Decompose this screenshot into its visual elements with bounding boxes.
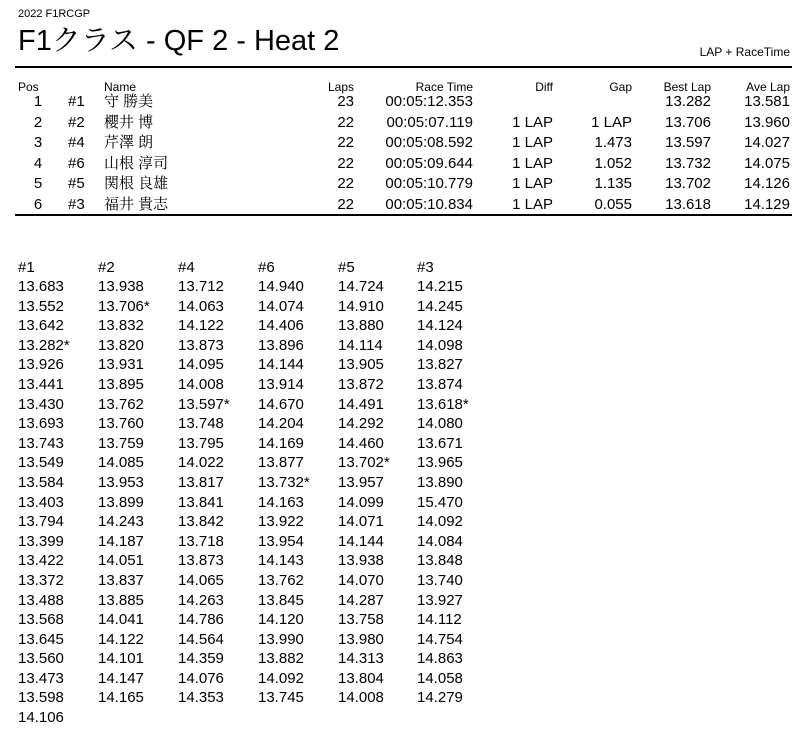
lap-time: 15.470 <box>417 493 463 511</box>
lap-time: 14.292 <box>338 415 384 433</box>
lap-time: 14.120 <box>258 611 304 629</box>
lap-column <box>417 277 469 708</box>
lap-column <box>178 277 230 708</box>
lap-time: 13.938 <box>98 278 144 295</box>
result-row <box>0 154 800 174</box>
lap-time: 13.762 <box>98 395 144 413</box>
lap-time: 13.927 <box>417 591 463 609</box>
lap-time: 14.215 <box>417 278 463 295</box>
lap-column-header: #4 <box>178 259 195 276</box>
lap-time: 14.122 <box>178 317 224 335</box>
result-car-number: #5 <box>68 175 85 193</box>
lap-column-header: #5 <box>338 259 355 276</box>
lap-time: 14.122 <box>98 630 144 648</box>
lap-time: 13.422 <box>18 552 64 570</box>
lap-time: 13.885 <box>98 591 144 609</box>
lap-time: 13.882 <box>258 650 304 668</box>
lap-time: 14.098 <box>417 336 463 354</box>
lap-time: 14.263 <box>178 591 224 609</box>
lap-time: 13.794 <box>18 513 64 531</box>
result-ave-lap: 14.027 <box>744 134 790 152</box>
lap-column-header: #3 <box>417 259 434 276</box>
result-diff: 1 LAP <box>512 134 553 152</box>
lap-time: 13.905 <box>338 356 384 374</box>
lap-time: 14.076 <box>178 669 224 687</box>
lap-time: 13.890 <box>417 473 463 491</box>
lap-time: 14.084 <box>417 532 463 550</box>
lap-time: 14.058 <box>417 669 463 687</box>
lap-time: 13.842 <box>178 513 224 531</box>
result-car-number: #3 <box>68 196 85 213</box>
lap-time: 14.092 <box>417 513 463 531</box>
result-pos: 4 <box>33 154 43 172</box>
result-best-lap: 13.597 <box>665 134 711 152</box>
results-bottom-divider <box>15 214 792 216</box>
column-header-diff: Diff <box>535 80 553 94</box>
lap-time: 13.817 <box>178 473 224 491</box>
result-laps: 22 <box>337 134 354 152</box>
lap-time: 13.740 <box>417 571 463 589</box>
result-laps: 22 <box>337 154 354 172</box>
result-pos: 6 <box>33 196 43 213</box>
result-ave-lap: 13.581 <box>744 93 790 110</box>
result-laps: 23 <box>337 93 354 110</box>
lap-time: 13.873 <box>178 336 224 354</box>
result-car-number: #4 <box>68 134 85 152</box>
result-best-lap: 13.732 <box>665 154 711 172</box>
lap-time: 13.848 <box>417 552 463 570</box>
series-label: 2022 F1RCGP <box>18 8 91 20</box>
lap-time: 13.568 <box>18 611 64 629</box>
result-row <box>0 174 800 194</box>
lap-time: 14.143 <box>258 552 304 570</box>
lap-time: 13.473 <box>18 669 64 687</box>
result-row <box>0 113 800 133</box>
lap-time: 14.786 <box>178 611 224 629</box>
lap-column-header: #6 <box>258 259 275 276</box>
lap-time: 13.795 <box>178 434 224 452</box>
result-race-time: 00:05:08.592 <box>385 134 473 152</box>
result-diff: 1 LAP <box>512 175 553 193</box>
lap-time: 13.584 <box>18 473 64 491</box>
result-diff: 1 LAP <box>512 196 553 213</box>
lap-time: 13.702* <box>338 454 390 472</box>
result-row <box>0 195 800 215</box>
column-header-gap: Gap <box>609 80 632 94</box>
lap-time: 14.008 <box>178 375 224 393</box>
lap-time: 13.931 <box>98 356 144 374</box>
result-pos: 2 <box>33 113 43 131</box>
result-car-number: #6 <box>68 154 85 172</box>
lap-time: 14.106 <box>18 709 64 727</box>
result-gap: 1.052 <box>594 154 632 172</box>
lap-time: 13.827 <box>417 356 463 374</box>
lap-time: 13.748 <box>178 415 224 433</box>
result-gap: 1.473 <box>594 134 632 152</box>
lap-time: 14.245 <box>417 297 463 315</box>
lap-time: 13.914 <box>258 375 304 393</box>
lap-column <box>98 277 150 708</box>
result-driver-name: 関根 良雄 <box>104 175 169 193</box>
lap-time: 13.990 <box>258 630 304 648</box>
lap-time: 13.895 <box>98 375 144 393</box>
lap-time: 14.095 <box>178 356 224 374</box>
lap-time: 13.598 <box>18 689 64 707</box>
lap-time: 13.441 <box>18 375 64 393</box>
lap-column <box>258 277 310 708</box>
lap-time: 14.101 <box>98 650 144 668</box>
lap-time: 13.282* <box>18 336 70 354</box>
lap-time: 13.832 <box>98 317 144 335</box>
lap-time: 14.041 <box>98 611 144 629</box>
result-row <box>0 133 800 153</box>
result-diff: 1 LAP <box>512 154 553 172</box>
lap-time: 14.144 <box>258 356 304 374</box>
lap-time: 14.070 <box>338 571 384 589</box>
lap-time: 14.074 <box>258 297 304 315</box>
result-pos: 3 <box>33 134 43 152</box>
column-header-ave-lap: Ave Lap <box>746 80 790 94</box>
lap-time: 14.071 <box>338 513 384 531</box>
lap-time: 14.065 <box>178 571 224 589</box>
lap-time: 13.896 <box>258 336 304 354</box>
result-race-time: 00:05:10.834 <box>385 196 473 213</box>
lap-time: 13.745 <box>258 689 304 707</box>
lap-column <box>338 277 390 708</box>
lap-time: 13.874 <box>417 375 463 393</box>
result-diff: 1 LAP <box>512 113 553 131</box>
result-best-lap: 13.618 <box>665 196 711 213</box>
result-driver-name: 芹澤 朗 <box>104 134 154 152</box>
result-race-time: 00:05:10.779 <box>385 175 473 193</box>
lap-time: 13.399 <box>18 532 64 550</box>
lap-time: 13.760 <box>98 415 144 433</box>
results-top-divider <box>15 66 792 68</box>
lap-time: 14.313 <box>338 650 384 668</box>
result-race-time: 00:05:09.644 <box>385 154 473 172</box>
lap-time: 13.820 <box>98 336 144 354</box>
lap-time: 13.712 <box>178 278 224 295</box>
lap-time: 13.759 <box>98 434 144 452</box>
result-best-lap: 13.282 <box>665 93 711 110</box>
result-ave-lap: 13.960 <box>744 113 790 131</box>
result-car-number: #1 <box>68 93 85 110</box>
lap-time: 13.743 <box>18 434 64 452</box>
result-laps: 22 <box>337 113 354 131</box>
lap-time: 13.926 <box>18 356 64 374</box>
result-ave-lap: 14.075 <box>744 154 790 172</box>
result-driver-name: 守 勝美 <box>104 93 154 110</box>
result-driver-name: 山根 淳司 <box>104 154 169 172</box>
lap-time: 13.488 <box>18 591 64 609</box>
lap-time: 14.204 <box>258 415 304 433</box>
lap-time: 14.910 <box>338 297 384 315</box>
lap-time: 14.163 <box>258 493 304 511</box>
result-laps: 22 <box>337 196 354 213</box>
result-ave-lap: 14.126 <box>744 175 790 193</box>
lap-time: 14.099 <box>338 493 384 511</box>
result-driver-name: 福井 貴志 <box>104 196 169 213</box>
lap-time: 13.957 <box>338 473 384 491</box>
lap-time: 13.837 <box>98 571 144 589</box>
lap-time: 14.114 <box>338 336 383 354</box>
lap-time: 14.165 <box>98 689 144 707</box>
page-title: F1クラス - QF 2 - Heat 2 <box>18 25 340 57</box>
lap-time: 14.564 <box>178 630 224 648</box>
lap-time: 14.144 <box>338 532 384 550</box>
lap-time: 13.922 <box>258 513 304 531</box>
lap-time: 13.953 <box>98 473 144 491</box>
lap-time: 13.965 <box>417 454 463 472</box>
lap-time: 13.403 <box>18 493 64 511</box>
lap-time: 13.683 <box>18 278 64 295</box>
lap-time: 14.491 <box>338 395 384 413</box>
result-pos: 5 <box>33 175 43 193</box>
lap-time: 14.406 <box>258 317 304 335</box>
column-header-best-lap: Best Lap <box>663 80 711 94</box>
lap-time: 14.124 <box>417 317 463 335</box>
lap-time: 14.063 <box>178 297 224 315</box>
lap-time: 13.873 <box>178 552 224 570</box>
lap-time: 14.724 <box>338 278 384 295</box>
result-race-time: 00:05:07.119 <box>386 113 473 131</box>
result-best-lap: 13.702 <box>665 175 711 193</box>
lap-time: 14.147 <box>98 669 144 687</box>
lap-time: 14.353 <box>178 689 224 707</box>
lap-time: 13.372 <box>18 571 64 589</box>
lap-time: 14.085 <box>98 454 144 472</box>
lap-time: 13.880 <box>338 317 384 335</box>
lap-time: 14.008 <box>338 689 384 707</box>
result-laps: 22 <box>337 175 354 193</box>
result-row <box>0 92 800 112</box>
result-race-time: 00:05:12.353 <box>385 93 473 110</box>
result-gap: 0.055 <box>594 196 632 213</box>
lap-time: 14.051 <box>98 552 144 570</box>
lap-time: 14.187 <box>98 532 144 550</box>
lap-time: 13.560 <box>18 650 64 668</box>
result-ave-lap: 14.129 <box>744 196 790 213</box>
lap-time: 13.758 <box>338 611 384 629</box>
report-type-label: LAP + RaceTime <box>699 45 790 59</box>
lap-time: 13.430 <box>18 395 64 413</box>
lap-time: 13.954 <box>258 532 304 550</box>
lap-time: 13.597* <box>178 395 230 413</box>
lap-time: 13.845 <box>258 591 304 609</box>
lap-time: 13.762 <box>258 571 304 589</box>
lap-time: 14.112 <box>417 611 462 629</box>
column-header-laps: Laps <box>327 80 354 94</box>
lap-time: 13.645 <box>18 630 64 648</box>
lap-time: 13.706* <box>98 297 150 315</box>
lap-time: 14.022 <box>178 454 224 472</box>
result-gap: 1 LAP <box>591 113 632 131</box>
lap-time: 14.460 <box>338 434 384 452</box>
lap-time: 13.841 <box>178 493 224 511</box>
lap-time: 14.863 <box>417 650 463 668</box>
lap-time: 13.872 <box>338 375 384 393</box>
result-best-lap: 13.706 <box>665 113 711 131</box>
lap-time: 14.359 <box>178 650 224 668</box>
lap-time: 14.279 <box>417 689 463 707</box>
column-header-name: Name <box>104 80 137 94</box>
lap-time: 14.940 <box>258 278 304 295</box>
result-pos: 1 <box>33 93 43 110</box>
result-car-number: #2 <box>68 113 85 131</box>
lap-time: 13.671 <box>417 434 463 452</box>
lap-time: 14.080 <box>417 415 463 433</box>
lap-column <box>18 277 70 728</box>
column-header-race-time: Race Time <box>415 80 473 94</box>
lap-time: 14.754 <box>417 630 463 648</box>
lap-column-header: #2 <box>98 259 115 276</box>
lap-time: 14.287 <box>338 591 384 609</box>
result-gap: 1.135 <box>594 175 632 193</box>
column-header-pos: Pos <box>18 80 39 94</box>
lap-time: 13.693 <box>18 415 64 433</box>
result-driver-name: 櫻井 博 <box>104 113 154 131</box>
lap-time: 14.092 <box>258 669 304 687</box>
lap-time: 13.552 <box>18 297 64 315</box>
lap-time: 13.804 <box>338 669 384 687</box>
lap-time: 13.877 <box>258 454 304 472</box>
lap-time: 13.980 <box>338 630 384 648</box>
lap-time: 13.938 <box>338 552 384 570</box>
lap-time: 13.899 <box>98 493 144 511</box>
lap-time: 14.169 <box>258 434 304 452</box>
lap-time: 13.642 <box>18 317 64 335</box>
lap-time: 13.618* <box>417 395 469 413</box>
lap-time: 13.718 <box>178 532 224 550</box>
lap-time: 13.549 <box>18 454 64 472</box>
lap-time: 13.732* <box>258 473 310 491</box>
lap-column-header: #1 <box>18 259 35 276</box>
lap-time: 14.670 <box>258 395 304 413</box>
lap-time: 14.243 <box>98 513 144 531</box>
